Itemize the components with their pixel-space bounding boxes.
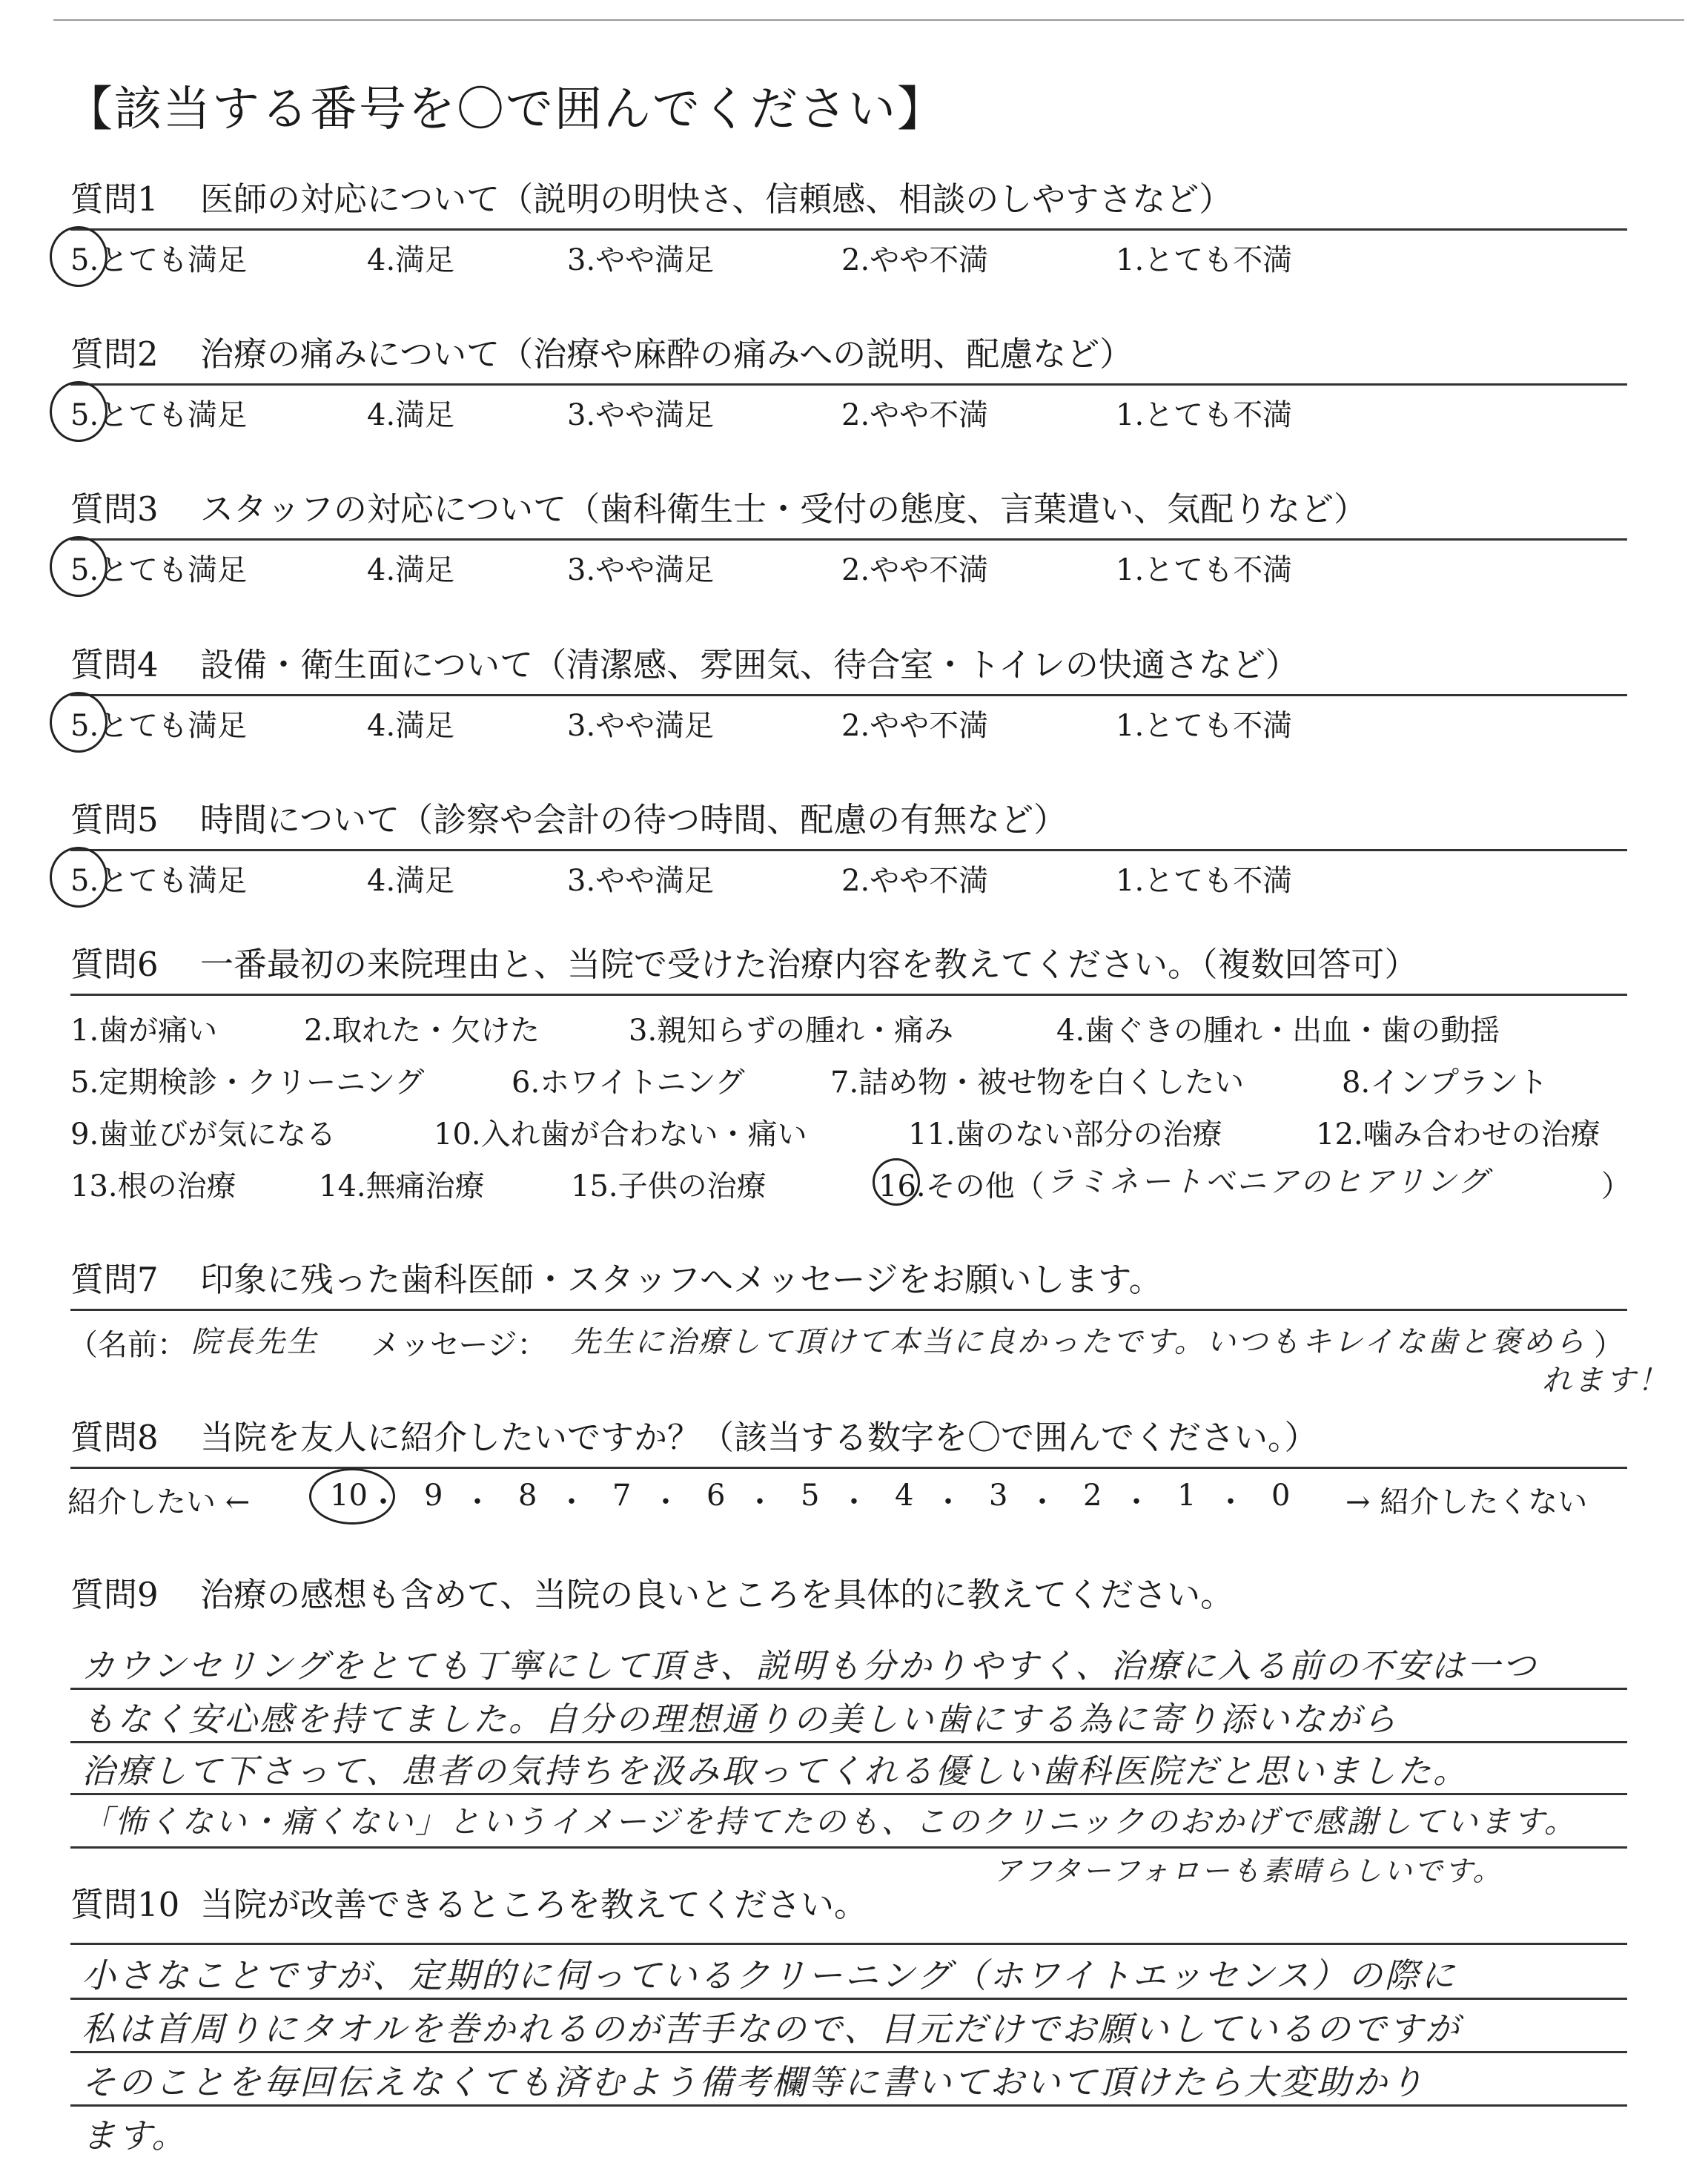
- q9-answer-line: 治療して下さって、患者の気持ちを汲み取ってくれる優しい歯科医院だと思いました。: [82, 1751, 1469, 1791]
- rating-option-5: 5.とても満足: [70, 709, 248, 743]
- question-9: [70, 1572, 1627, 1618]
- q7-message-label: メッセージ：: [371, 1328, 547, 1362]
- question-text: 設備・衛生面について（清潔感、雰囲気、待合室・トイレの快適さなど）: [200, 645, 1299, 684]
- question-number: 質問8: [70, 1418, 159, 1457]
- question-number: 質問10: [70, 1885, 180, 1924]
- rating-option-4: 4.満足: [367, 243, 455, 277]
- q6-option: 10.入れ歯が合わない・痛い: [434, 1117, 807, 1152]
- q6-option: 12.噛み合わせの治療: [1316, 1117, 1601, 1152]
- q8-scale-2: 2: [1083, 1479, 1102, 1513]
- q6-option: 15.子供の治療: [571, 1169, 767, 1203]
- q9-ruled-line: [70, 1688, 1627, 1690]
- question-10: [70, 1882, 1627, 1928]
- q10-answer-line: 小さなことですが、定期的に伺っているクリーニング（ホワイトエッセンス）の際に: [82, 1955, 1457, 1995]
- q6-option: 4.歯ぐきの腫れ・出血・歯の動揺: [1056, 1014, 1500, 1048]
- q7-close-paren: ）: [1594, 1328, 1623, 1362]
- q8-separator: ・: [1122, 1485, 1151, 1519]
- q8-scale-10: 10: [330, 1479, 368, 1513]
- question-number: 質問7: [70, 1260, 159, 1299]
- q8-separator: ・: [557, 1485, 586, 1519]
- question-5-title: [70, 797, 1627, 851]
- rating-option-2: 2.やや不満: [841, 553, 989, 587]
- question-text: 一番最初の来院理由と、当院で受けた治療内容を教えてください。（複数回答可）: [200, 945, 1418, 984]
- question-text: 治療の痛みについて（治療や麻酔の痛みへの説明、配慮など）: [200, 334, 1133, 374]
- q6-option: 14.無痛治療: [319, 1169, 485, 1203]
- q10-answer-line: ます。: [82, 2116, 188, 2156]
- q10-ruled-line: [70, 2051, 1627, 2053]
- q6-other-close: ）: [1601, 1169, 1631, 1203]
- question-text: 当院が改善できるところを教えてください。: [200, 1885, 868, 1924]
- q10-ruled-line: [70, 1943, 1627, 1945]
- rating-option-2: 2.やや不満: [841, 398, 989, 432]
- q8-scale-9: 9: [424, 1479, 443, 1513]
- question-4-title: [70, 642, 1627, 696]
- rating-option-4: 4.満足: [367, 709, 455, 743]
- q6-option: 7.詰め物・被せ物を白くしたい: [830, 1066, 1245, 1100]
- question-number: 質問2: [70, 334, 159, 374]
- question-7: [70, 1257, 1627, 1311]
- rating-option-3: 3.やや満足: [567, 243, 715, 277]
- q9-answer-line: アフターフォローも素晴らしいです。: [993, 1855, 1503, 1887]
- question-number: 質問6: [70, 945, 159, 984]
- selected-circle: [50, 847, 107, 908]
- q8-scale-7: 7: [612, 1479, 632, 1513]
- selected-circle: [50, 226, 107, 287]
- q8-separator: ・: [933, 1485, 963, 1519]
- question-number: 質問1: [70, 179, 159, 219]
- q10-answer-line: そのことを毎回伝えなくても済むよう備考欄等に書いておいて頂けたら大変助かり: [82, 2062, 1426, 2102]
- q7-name-value: 院長先生: [191, 1325, 319, 1359]
- q6-option: 2.取れた・欠けた: [304, 1014, 540, 1048]
- rating-options: [70, 851, 1627, 896]
- rating-option-1: 1.とても不満: [1116, 553, 1293, 587]
- question-number: 質問5: [70, 800, 159, 839]
- selected-circle: [50, 692, 107, 753]
- q6-option: 16.その他（: [878, 1169, 1045, 1203]
- question-text: 印象に残った歯科医師・スタッフへメッセージをお願いします。: [200, 1260, 1162, 1299]
- rating-option-3: 3.やや満足: [567, 553, 715, 587]
- rating-option-4: 4.満足: [367, 864, 455, 898]
- question-number: 質問9: [70, 1575, 159, 1614]
- selected-circle: [50, 536, 107, 597]
- rating-option-2: 2.やや不満: [841, 864, 989, 898]
- rating-option-1: 1.とても不満: [1116, 864, 1293, 898]
- q8-separator: ・: [1027, 1485, 1057, 1519]
- q9-answer-line: もなく安心感を持てました。自分の理想通りの美しい歯にする為に寄り添いながら: [82, 1700, 1399, 1739]
- question-8-title: [70, 1415, 1627, 1469]
- question-number: 質問3: [70, 489, 159, 529]
- q10-ruled-line: [70, 1998, 1627, 2000]
- q7-name-label: （名前：: [68, 1328, 187, 1362]
- rating-option-4: 4.満足: [367, 553, 455, 587]
- q6-option: 3.親知らずの腫れ・痛み: [629, 1014, 954, 1048]
- q6-option: 13.根の治療: [70, 1169, 236, 1203]
- question-text: 治療の感想も含めて、当院の良いところを具体的に教えてください。: [200, 1575, 1234, 1614]
- question-5: [70, 797, 1627, 896]
- q6-option: 9.歯並びが気になる: [70, 1117, 337, 1152]
- q8-scale: [67, 1476, 1627, 1520]
- question-2: [70, 331, 1627, 430]
- q9-answer-line: カウンセリングをとても丁寧にして頂き、説明も分かりやすく、治療に入る前の不安は一つ: [82, 1646, 1538, 1685]
- q6-option: 8.インプラント: [1342, 1066, 1549, 1100]
- question-2-title: [70, 331, 1627, 386]
- question-8: [70, 1415, 1627, 1469]
- q8-separator: ・: [368, 1485, 398, 1519]
- rating-option-1: 1.とても不満: [1116, 398, 1293, 432]
- q6-other-answer: ラミネートベニアのヒアリング: [1045, 1165, 1490, 1199]
- q7-message-line-1: 先生に治療して頂けて本当に良かったです。いつもキレイな歯と褒めら: [571, 1325, 1587, 1359]
- q9-answer-line: 「怖くない・痛くない」というイメージを持てたのも、このクリニックのおかげで感謝しています。: [82, 1803, 1578, 1840]
- question-text: 当院を友人に紹介したいですか？（該当する数字を〇で囲んでください。）: [200, 1418, 1318, 1457]
- rating-options: [70, 231, 1627, 275]
- q8-scale-8: 8: [518, 1479, 537, 1513]
- rating-option-2: 2.やや不満: [841, 243, 989, 277]
- rating-option-4: 4.満足: [367, 398, 455, 432]
- rating-option-5: 5.とても満足: [70, 553, 248, 587]
- q8-scale-3: 3: [989, 1479, 1008, 1513]
- selected-circle: [50, 381, 107, 442]
- q8-scale-6: 6: [706, 1479, 726, 1513]
- question-text: 時間について（診察や会計の待つ時間、配慮の有無など）: [200, 800, 1068, 839]
- q8-separator: ・: [1216, 1485, 1245, 1519]
- q8-separator: ・: [463, 1485, 492, 1519]
- rating-options: [70, 541, 1627, 585]
- rating-options: [70, 696, 1627, 741]
- q8-scale-1: 1: [1177, 1479, 1196, 1513]
- q6-option: 11.歯のない部分の治療: [908, 1117, 1222, 1152]
- q8-separator: ・: [839, 1485, 869, 1519]
- q8-right-label: → 紹介したくない: [1345, 1485, 1588, 1519]
- q9-ruled-line: [70, 1793, 1627, 1795]
- q8-separator: ・: [745, 1485, 775, 1519]
- q8-separator: ・: [651, 1485, 681, 1519]
- question-number: 質問4: [70, 645, 159, 684]
- q10-ruled-line: [70, 2104, 1627, 2107]
- question-3-title: [70, 486, 1627, 541]
- question-9-title: [70, 1572, 1627, 1618]
- q6-option: 1.歯が痛い: [70, 1014, 218, 1048]
- rating-option-2: 2.やや不満: [841, 709, 989, 743]
- rating-option-5: 5.とても満足: [70, 398, 248, 432]
- question-10-title: [70, 1882, 1627, 1928]
- q8-scale-4: 4: [895, 1479, 914, 1513]
- rating-option-3: 3.やや満足: [567, 398, 715, 432]
- question-6-title: [70, 942, 1627, 996]
- page-heading: 【該当する番号を〇で囲んでください】: [65, 82, 946, 137]
- question-text: スタッフの対応について（歯科衛生士・受付の態度、言葉遣い、気配りなど）: [200, 489, 1368, 529]
- rating-option-1: 1.とても不満: [1116, 243, 1293, 277]
- question-6: [70, 942, 1627, 996]
- selected-circle: [873, 1158, 920, 1206]
- rating-option-3: 3.やや満足: [567, 709, 715, 743]
- rating-option-1: 1.とても不満: [1116, 709, 1293, 743]
- question-7-title: [70, 1257, 1627, 1311]
- top-border: [53, 19, 1684, 21]
- question-4: [70, 642, 1627, 741]
- question-3: [70, 486, 1627, 585]
- q8-left-label: 紹介したい ←: [67, 1485, 251, 1519]
- q8-scale-0: 0: [1271, 1479, 1291, 1513]
- q10-answer-line: 私は首周りにタオルを巻かれるのが苦手なので、目元だけでお願いしているのですが: [82, 2009, 1462, 2049]
- question-1: [70, 176, 1627, 275]
- question-text: 医師の対応について（説明の明快さ、信頼感、相談のしやすさなど）: [200, 179, 1233, 219]
- q6-option: 6.ホワイトニング: [512, 1066, 745, 1100]
- rating-option-5: 5.とても満足: [70, 243, 248, 277]
- q7-message-line-2: れます！: [1542, 1364, 1669, 1398]
- q9-ruled-line: [70, 1741, 1627, 1743]
- q8-scale-5: 5: [801, 1479, 820, 1513]
- rating-option-5: 5.とても満足: [70, 864, 248, 898]
- rating-option-3: 3.やや満足: [567, 864, 715, 898]
- question-1-title: [70, 176, 1627, 231]
- q6-option: 5.定期検診・クリーニング: [70, 1066, 425, 1100]
- rating-options: [70, 386, 1627, 430]
- selected-circle: [309, 1468, 395, 1525]
